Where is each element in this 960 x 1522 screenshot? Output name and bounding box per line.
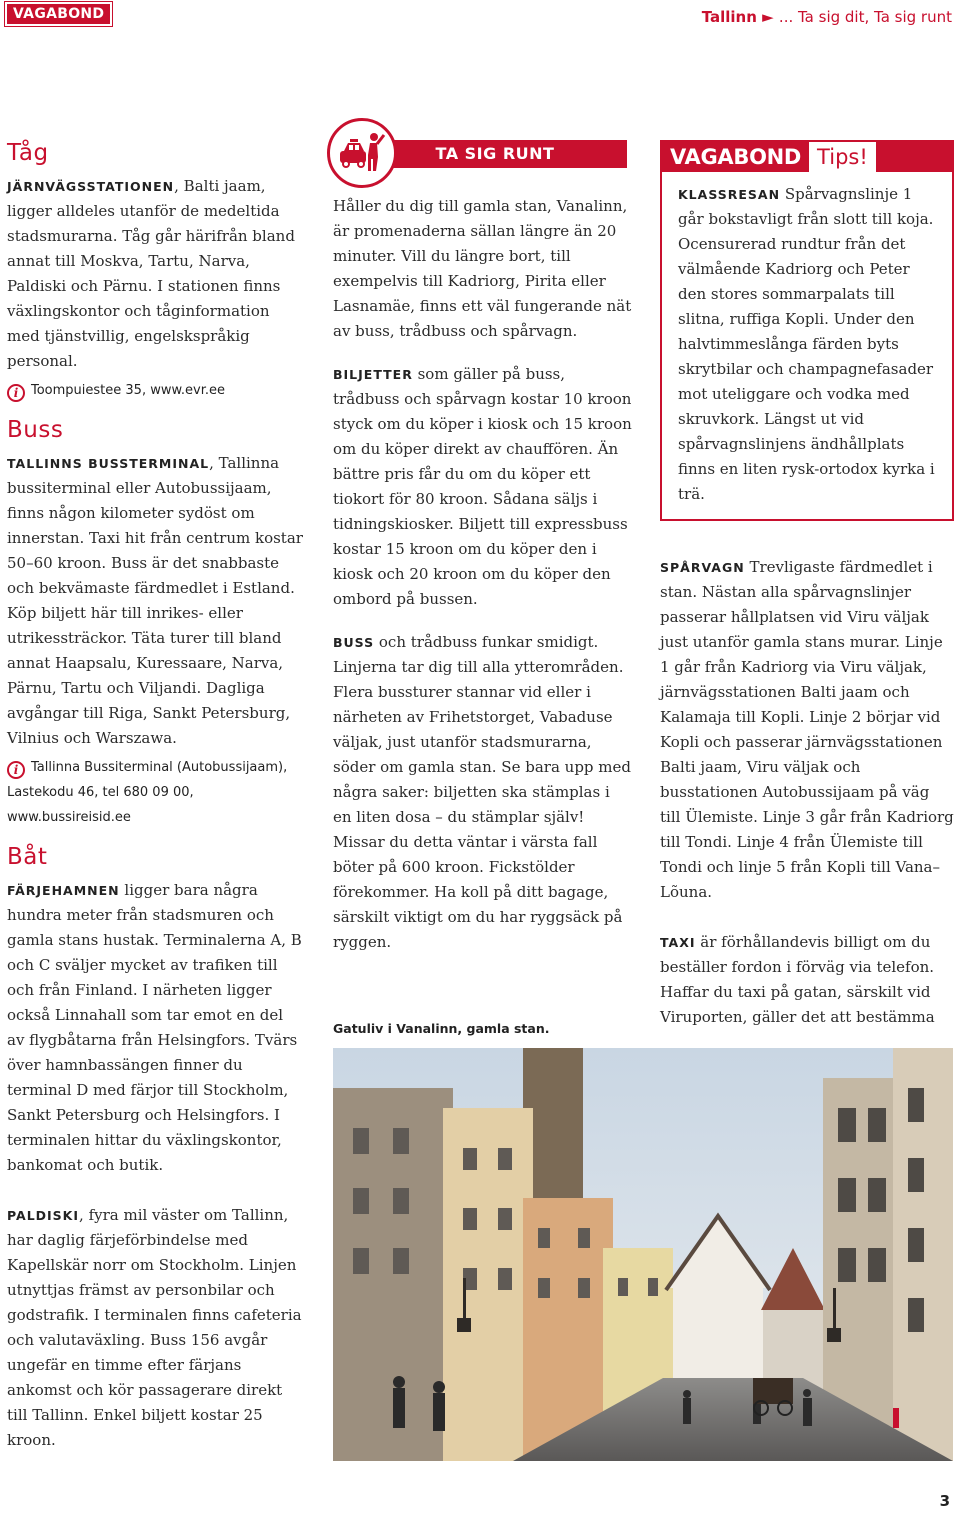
biljetter-text: som gäller på buss, trådbuss och spårvagn kostar 10 kroon styck om du köper i kiosk och 15 kroon om du köper direkt av chauffören. Än bättre pris får du om du köper ett tiokort för 80 kroon. Sådana säljs i tidningskiosker. Biljett till expressbuss kostar 15 kroon om du köper den i kiosk och 20 kroon om du köper den ombord på bussen. (333, 365, 632, 608)
taxi-icon (327, 118, 397, 188)
tips-rule (876, 142, 952, 172)
sparvagn-paragraph (660, 555, 954, 905)
left-column (7, 140, 303, 1453)
bat-text: ligger bara några hundra meter från stadsmuren och gamla stans hustak. Terminalerna A, B och C sväljer mycket av trafiken till och från Finland. I närheten ligger också Linnahall som tar emot en del av flygbåtarna från Helsingfors. Tvärs över hamnbassängen finner du terminal D med färjor till Stockholm, Sankt Petersburg och Helsingfors. I terminalen hittar du växlingskontor, bankomat och butik. (7, 881, 302, 1174)
tips-label: Tips! (817, 145, 868, 169)
info-icon: i (7, 761, 25, 779)
buss-info (7, 755, 303, 830)
taxi-paragraph (660, 930, 954, 1030)
breadcrumb-rest: ... Ta sig dit, Ta sig runt (778, 8, 952, 26)
lead-sparvagn: SPÅRVAGN (660, 560, 745, 575)
lead-taxi: TAXI (660, 935, 696, 950)
tips-box (660, 140, 954, 521)
lead-klassresan: KLASSRESAN (678, 187, 781, 202)
tips-logo: VAGABOND (662, 142, 809, 172)
right-column (660, 140, 954, 1030)
lead-jarnvagsstationen: JÄRNVÄGSSTATIONEN (7, 179, 175, 194)
tips-paragraph (662, 172, 952, 507)
section-heading-bat: Båt (7, 844, 48, 870)
taxi-text: är förhållandevis billigt om du beställer fordon i förväg via telefon. Haffar du taxi på gatan, särskilt vid Viruporten, gäller det att bestämma (660, 933, 935, 1026)
buss-runt-text: och trådbuss funkar smidigt. Linjerna tar dig till alla ytterområden. Flera bussturer stannar vid eller i närheten av Frihetstorget, Vabaduse väljak, just utanför stadsmurarna, söder om gamla stan. Se bara upp med några saker: biljetten ska stämplas i en liten dosa – du stämplar själv! Missar du detta väntar i värsta fall böter på 600 kroon. Fickstölder förekommer. Ha koll på ditt bagage, särskilt viktigt om du har ryggsäck på ryggen. (333, 633, 631, 951)
lead-farjehamnen: FÄRJEHAMNEN (7, 883, 120, 898)
lead-biljetter: BILJETTER (333, 367, 413, 382)
street-photo-illustration (333, 1048, 953, 1461)
buss-text: , Tallinna bussiterminal eller Autobussijaam, finns någon kilometer sydöst om innerstan. Taxi hit från centrum kostar 50–60 kroon. Buss är det snabbaste och bekvämaste färdmedlet i Estland. Köp biljett här till inrikes- eller utrikessträckor. Täta turer till bland annat Haapsalu, Kuressaare, Narva, Pärnu, Tartu och Viljandi. Dagliga avgångar till Riga, Sankt Petersburg, Vilnius och Warszawa. (7, 454, 303, 747)
buss-paragraph (7, 451, 303, 751)
vagabond-logo: VAGABOND (5, 2, 112, 26)
lead-paldiski: PALDISKI (7, 1208, 80, 1223)
buss-runt-paragraph (333, 630, 633, 955)
section-heading-tag: Tåg (7, 140, 49, 166)
lead-buss: BUSS (333, 635, 375, 650)
ta-sig-runt-header (333, 140, 633, 180)
sparvagn-text: Trevligaste färdmedlet i stan. Nästan alla spårvagnslinjer passerar hållplatsen vid Viru väljak just utanför gamla stans murar. Linje 1 går från Kadriorg via Viru väljak, järnvägsstationen Balti jaam och Kalamaja till Kopli. Linje 2 börjar vid Kopli och passerar järnvägsstationen Balti jaam, Viru väljak och busstationen Autobussijaam på väg till Ülemiste. Linje 3 går från Kadriorg till Tondi. Linje 4 från Ülemiste till Tondi och linje 5 från Kopli till Vana–Lõuna. (660, 558, 954, 901)
photo-caption: Gatuliv i Vanalinn, gamla stan. (333, 1021, 550, 1036)
tag-text: , Balti jaam, ligger alldeles utanför de medeltida stadsmurarna. Tåg går härifrån bland annat till Moskva, Tartu, Narva, Paldiski och Pärnu. I stationen finns växlingskontor och tåginformation med tjänstvillig, engelskspråkig personal. (7, 177, 295, 370)
biljetter-paragraph (333, 362, 633, 612)
section-heading-buss: Buss (7, 417, 64, 443)
breadcrumb-arrow-icon: ► (762, 8, 774, 26)
tips-header (662, 142, 952, 172)
tag-info-text: Toompuiestee 35, www.evr.ee (31, 383, 226, 398)
paldiski-paragraph (7, 1203, 303, 1453)
breadcrumb-city[interactable]: Tallinn (701, 8, 757, 26)
breadcrumb (702, 8, 952, 26)
street-photo (333, 1048, 953, 1461)
intro-paragraph: Håller du dig till gamla stan, Vanalinn, är promenaderna sällan längre än 20 minuter. Vill du längre bort, till exempelvis till Kadriorg, Pirita eller Lasnamäe, finns ett väl fungerande nät av buss, trådbuss och spårvagn. (333, 197, 632, 340)
buss-info-text: Tallinna Bussiterminal (Autobussijaam), Lastekodu 46, tel 680 09 00, www.bussireisid.ee (7, 760, 288, 825)
tag-paragraph (7, 174, 303, 374)
paldiski-text: , fyra mil väster om Tallinn, har daglig färjeförbindelse med Kapellskär norr om Stockholm. Linjen utnyttjas främst av personbilar och godstrafik. I terminalen finns cafeteria och valutaväxling. Buss 156 avgår ungefär en timme efter färjans ankomst och kör passagerare direkt till Tallinn. Enkel biljett kostar 25 kroon. (7, 1206, 302, 1449)
info-icon: i (7, 384, 25, 402)
middle-column (333, 140, 633, 955)
tag-info (7, 378, 303, 403)
lead-tallinns-bussterminal: TALLINNS BUSSTERMINAL (7, 456, 210, 471)
tips-text: Spårvagnslinje 1 går bokstavligt från slott till koja. Ocensurerad rundtur från det välmående Kadriorg och Peter den stores sommarpalats till slitna, ruffiga Kopli. Under den halvtimmeslånga färden byts skrytbilar och champagnefasader mot uteliggare och vodka med skruvkork. Längst ut vid spårvagnslinjens ändhållplats finns en liten rysk-ortodox kyrka i trä. (678, 185, 935, 503)
ta-sig-runt-banner: TA SIG RUNT (363, 140, 627, 168)
page-number: 3 (939, 1492, 950, 1510)
bat-paragraph (7, 878, 303, 1178)
